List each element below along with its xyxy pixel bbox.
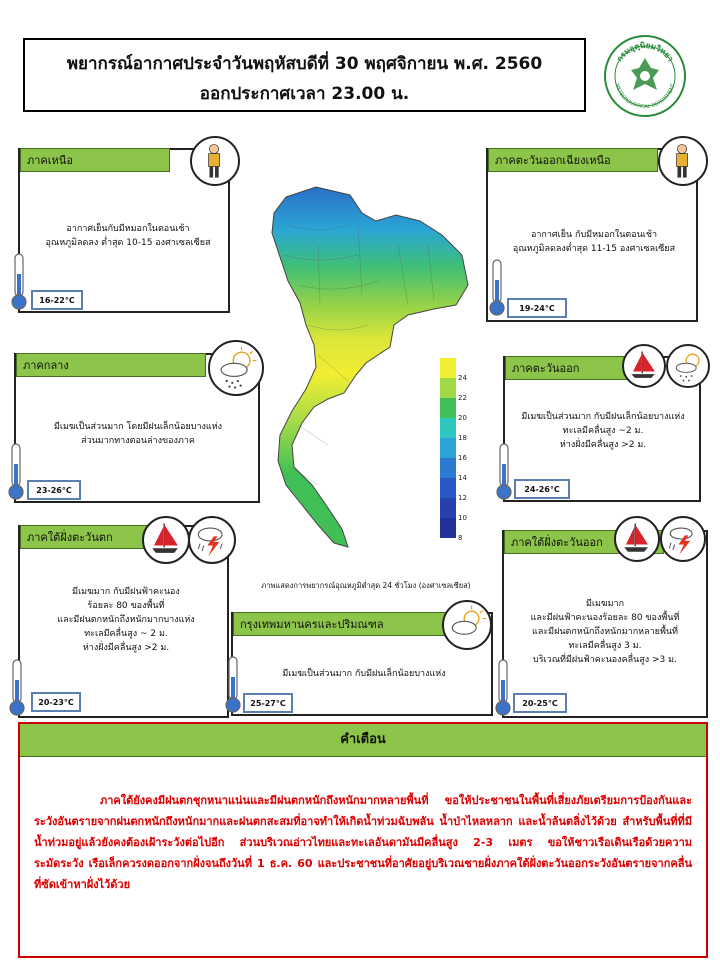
thermometer-icon bbox=[222, 655, 244, 715]
northeast-forecast: อากาศเย็น กับมีหมอกในตอนเช้า อุณหภูมิลดลงต่ำสุด 11-15 องศาเซลเซียส bbox=[512, 230, 676, 254]
northeast-header: ภาคตะวันออกเฉียงเหนือ bbox=[488, 148, 658, 172]
warning-header: คำเตือน bbox=[20, 724, 706, 757]
bangkok-forecast: มีเมฆเป็นส่วนมาก กับมีฝนเล็กน้อยบางแห่ง bbox=[282, 669, 446, 679]
legend-tick-label: 20 bbox=[458, 414, 467, 422]
legend-swatch bbox=[440, 418, 456, 438]
southwest-header: ภาคใต้ฝั่งตะวันตก bbox=[20, 525, 150, 549]
southeast-header: ภาคใต้ฝั่งตะวันออก bbox=[504, 530, 664, 554]
southeast-temp: 20-25°C bbox=[513, 693, 567, 713]
legend-swatch bbox=[440, 398, 456, 418]
central-header: ภาคกลาง bbox=[16, 353, 206, 377]
east-temp: 24-26°C bbox=[514, 479, 570, 499]
logo-text-bottom: METEOROLOGICAL DEPARTMENT bbox=[613, 82, 677, 111]
sun-cloud-icon bbox=[442, 600, 492, 650]
thermometer-icon bbox=[5, 442, 27, 502]
north-header: ภาคเหนือ bbox=[20, 148, 170, 172]
sailboat-icon bbox=[142, 516, 190, 564]
bangkok-temp: 25-27°C bbox=[243, 693, 293, 713]
tmd-logo bbox=[603, 34, 687, 118]
legend-swatch bbox=[440, 478, 456, 498]
sailboat-icon bbox=[614, 516, 660, 562]
legend-tick-label: 24 bbox=[458, 374, 467, 382]
legend-tick-label: 16 bbox=[458, 454, 467, 462]
thermometer-icon bbox=[6, 658, 28, 718]
warning-text: ภาคใต้ยังคงมีฝนตกชุกหนาแน่นและมีฝนตกหนักถึงหนักมากหลายพื้นที่ ขอให้ประชาชนในพื้นที่เสี่ยงภัยเตรียมการป้องกันและระวังอันตรายจากฝนตกหนักถึงหนักมากและฝนตกสะสมที่อาจทำให้เกิดน้ำท่วมฉับพลัน น้ำป่าไหลหลาก และน้ำล้นตลิ่งไว้ด้วย สำหรับพื้นที่ที่มีน้ำท่วมอยู่แล้วยังคงต้องเฝ้าระวังต่อไปอีก ส่วนบริเวณอ่าวไทยและทะเลอันดามันมีคลื่นสูง 2-3 เมตร ขอให้ชาวเรือเดินเรือด้วยความระมัดระวัง เรือเล็กควรงดออกจากฝั่งจนถึงวันที่ 1 ธ.ค. 60 และประชาชนที่อาศัยอยู่บริเวณชายฝั่งภาคใต้ฝั่งตะวันออกระวังอันตรายจากคลื่นที่ซัดเข้าหาฝั่งไว้ด้วย bbox=[34, 794, 692, 891]
title-box bbox=[23, 38, 586, 112]
legend-tick-label: 8 bbox=[458, 534, 463, 542]
map-caption: ภาพแสดงการพยากรณ์อุณหภูมิต่ำสุด 24 ชั่วโมง (องศาเซลเซียส) bbox=[261, 581, 471, 590]
east-forecast: มีเมฆเป็นส่วนมาก กับมีฝนเล็กน้อยบางแห่ง ทะเลมีคลื่นสูง ~2 ม. ห่างฝั่งมีคลื่นสูง >2 ม. bbox=[521, 412, 685, 450]
person-cold-icon bbox=[658, 136, 708, 186]
legend-swatch bbox=[440, 378, 456, 398]
legend-tick-label: 18 bbox=[458, 434, 467, 442]
legend-swatch bbox=[440, 518, 456, 538]
legend-swatch bbox=[440, 438, 456, 458]
thunderstorm-icon bbox=[660, 516, 706, 562]
person-cold-icon bbox=[190, 136, 240, 186]
issue-time: ออกประกาศเวลา 23.00 น. bbox=[199, 84, 410, 104]
legend-tick-label: 22 bbox=[458, 394, 467, 402]
thermometer-icon bbox=[493, 442, 515, 502]
sun-rain-icon bbox=[208, 340, 264, 396]
southeast-forecast: มีเมฆมาก และมีฝนฟ้าคะนองร้อยละ 80 ของพื้นที่ และมีฝนตกหนักถึงหนักมากหลายพื้นที่ ทะเลมีคลื่นสูง 3 ม. บริเวณที่มีฝนฟ้าคะนองคลื่นสูง >3 ม. bbox=[530, 599, 680, 665]
north-temp: 16-22°C bbox=[31, 290, 83, 310]
legend-swatch bbox=[440, 358, 456, 378]
north-forecast: อากาศเย็นกับมีหมอกในตอนเช้า อุณหภูมิลดลง ต่ำสุด 10-15 องศาเซลเซียส bbox=[45, 224, 211, 248]
legend-tick-label: 10 bbox=[458, 514, 467, 522]
legend-swatch bbox=[440, 498, 456, 518]
legend-tick-label: 12 bbox=[458, 494, 467, 502]
northeast-temp: 19-24°C bbox=[507, 298, 567, 318]
warning-panel bbox=[18, 722, 708, 958]
central-forecast: มีเมฆเป็นส่วนมาก โดยมีฝนเล็กน้อยบางแห่ง ส่วนมากทางตอนล่างของภาค bbox=[53, 422, 223, 446]
sun-rain-icon bbox=[666, 344, 710, 388]
logo-text-top: กรมอุตุนิยมวิทยา bbox=[614, 40, 676, 64]
legend-swatch bbox=[440, 458, 456, 478]
thermometer-icon bbox=[486, 258, 508, 318]
thermometer-icon bbox=[492, 658, 514, 718]
east-header: ภาคตะวันออก bbox=[505, 356, 635, 380]
thermometer-icon bbox=[8, 252, 30, 312]
thunderstorm-icon bbox=[188, 516, 236, 564]
legend-tick-label: 14 bbox=[458, 474, 467, 482]
southwest-forecast: มีเมฆมาก กับมีฝนฟ้าคะนอง ร้อยละ 80 ของพื้นที่ และมีฝนตกหนักถึงหนักมากบางแห่ง ทะเลมีคลื่นสูง ~ 2 ม. ห่างฝั่งมีคลื่นสูง >2 ม. bbox=[57, 587, 195, 653]
sailboat-icon bbox=[622, 344, 666, 388]
bangkok-header: กรุงเทพมหานครและปริมณฑล bbox=[233, 612, 451, 636]
southwest-temp: 20-23°C bbox=[31, 692, 81, 712]
forecast-title: พยากรณ์อากาศประจำวันพฤหัสบดีที่ 30 พฤศจิกายน พ.ศ. 2560 bbox=[66, 54, 543, 74]
central-temp: 23-26°C bbox=[27, 480, 81, 500]
